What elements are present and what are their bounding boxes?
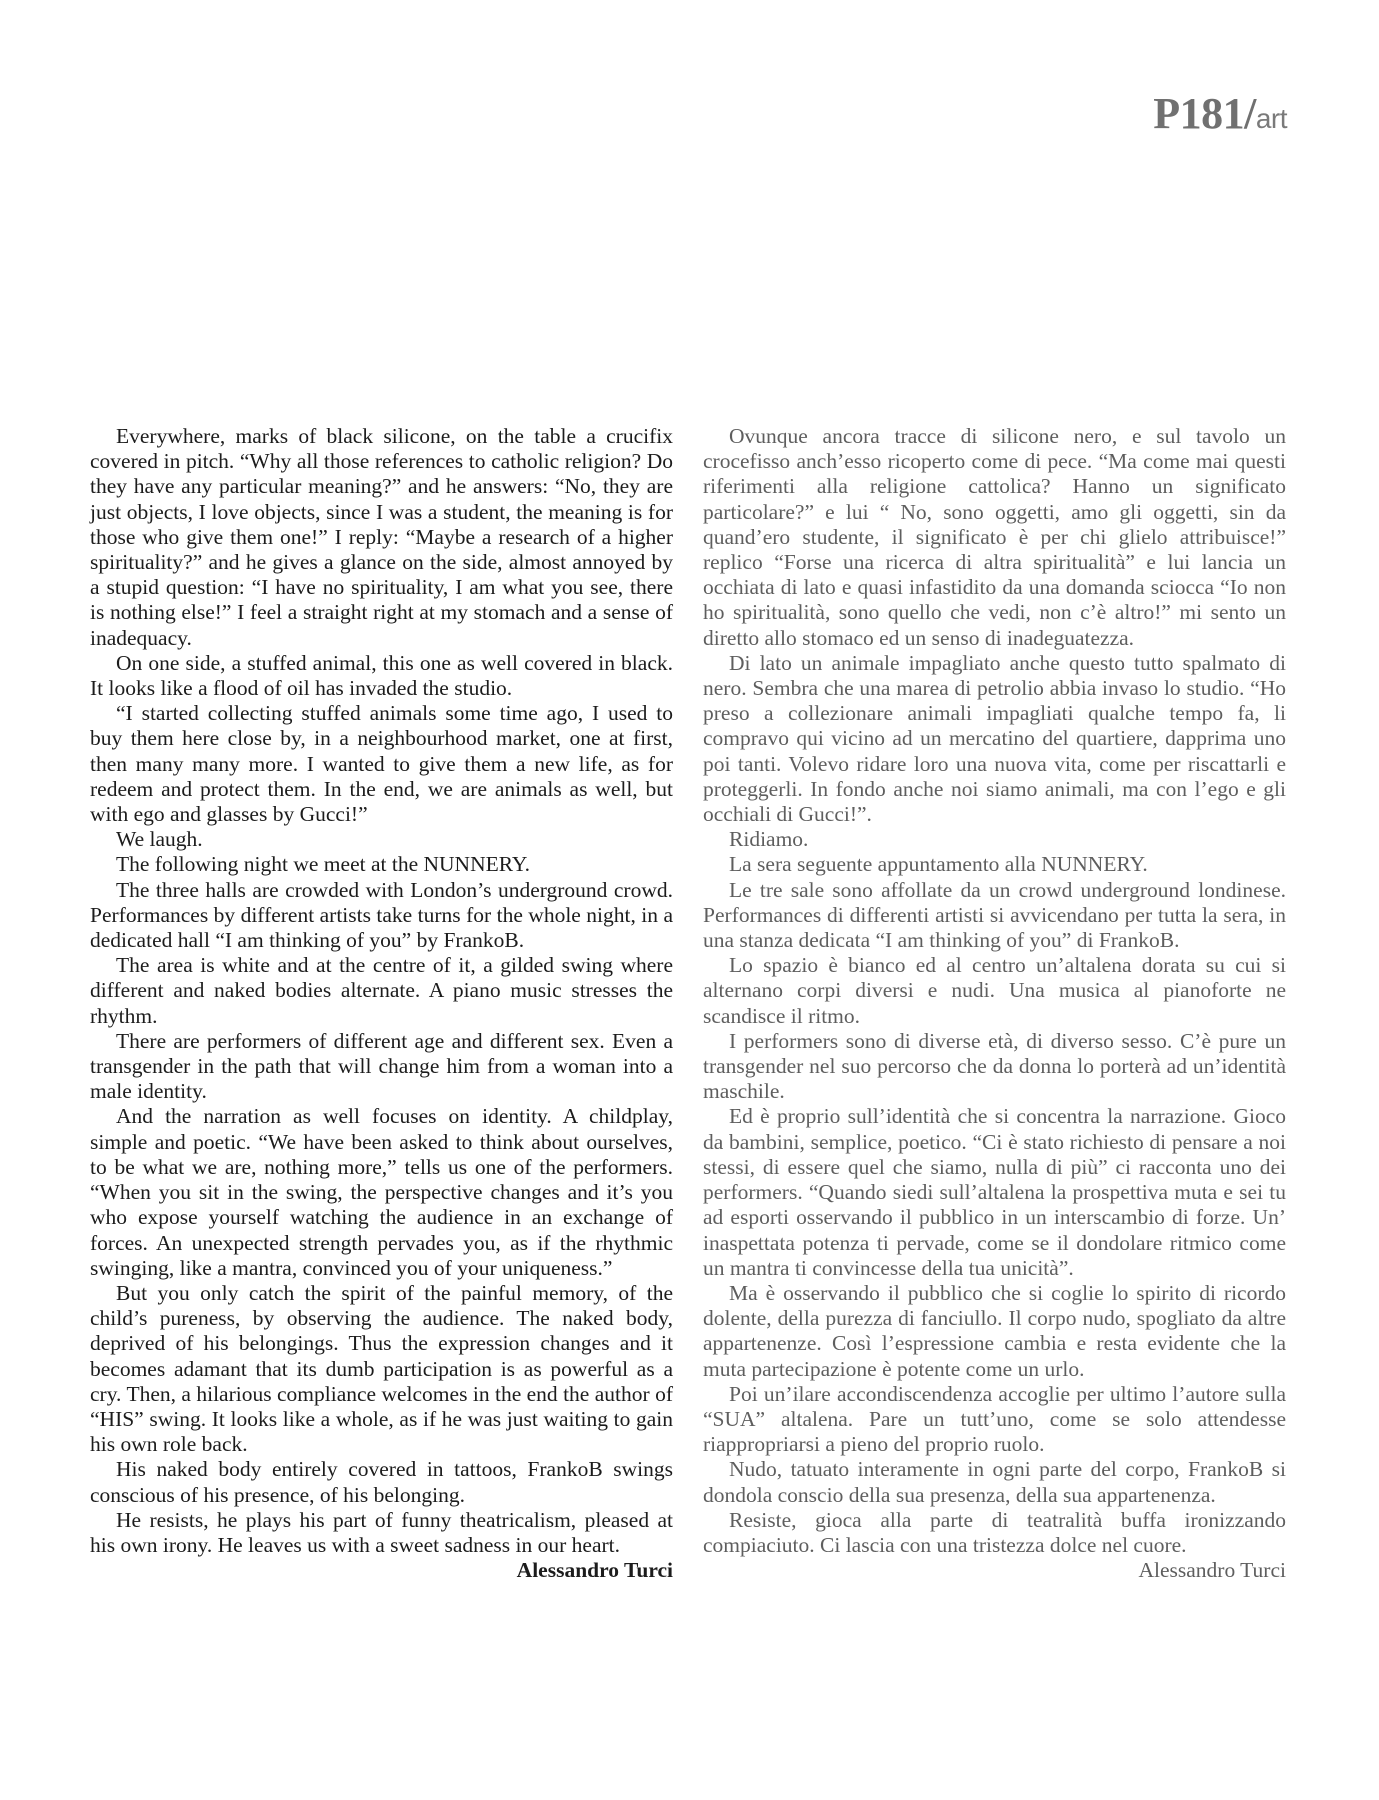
paragraph: Ma è osservando il pubblico che si coglie lo spirito di ricordo dolente, della purezza di fanciullo. Il corpo nudo, spogliato da altre appartenenze. Così l’espressione cambia e resta evidente che la muta partecipazione è potente come un urlo. xyxy=(703,1280,1286,1381)
paragraph: I performers sono di diverse età, di diverso sesso. C’è pure un transgender nel suo percorso che da donna lo porterà ad un’identità maschile. xyxy=(703,1028,1286,1104)
paragraph: He resists, he plays his part of funny theatricalism, pleased at his own irony. He leaves us with a sweet sadness in our heart. xyxy=(90,1507,673,1557)
paragraph: Ed è proprio sull’identità che si concentra la narrazione. Gioco da bambini, semplice, poetico. “Ci è stato richiesto di pensare a noi stessi, di essere quel che siamo, nulla di più” ci racconta uno dei performers. “Quando siedi sull’altalena la prospettiva muta e sei tu ad esporti osservando il pubblico in un interscambio di forze. Un’ inaspettata potenza ti pervade, come se il dondolare ritmico come un mantra ti convincesse della tua unicità”. xyxy=(703,1104,1286,1280)
italian-column xyxy=(703,424,1286,1583)
paragraph: Ridiamo. xyxy=(729,827,809,852)
page-header xyxy=(1153,88,1287,139)
paragraph: There are performers of different age and different sex. Even a transgender in the path that will change him from a woman into a male identity. xyxy=(90,1028,673,1104)
paragraph: Everywhere, marks of black silicone, on the table a crucifix covered in pitch. “Why all those references to catholic religion? Do they have any particular meaning?” and he answers: “No, they are just objects, I love objects, since I was a student, the meaning is for those who give them one!” I reply: “Maybe a research of a higher spirituality?” and he gives a glance on the side, almost annoyed by a stupid question: “I have no spirituality, I am what you see, there is nothing else!” I feel a straight right at my stomach and a sense of inadequacy. xyxy=(90,424,673,650)
paragraph: On one side, a stuffed animal, this one as well covered in black. It looks like a flood of oil has invaded the studio. xyxy=(90,650,673,701)
paragraph: The following night we meet at the NUNNERY. xyxy=(116,852,531,877)
section-label: art xyxy=(1255,103,1287,134)
paragraph: Resiste, gioca alla parte di teatralità buffa ironizzando compiaciuto. Ci lascia con una tristezza dolce nel cuore. xyxy=(703,1507,1286,1557)
paragraph: Ovunque ancora tracce di silicone nero, e sul tavolo un crocefisso anch’esso ricoperto come di pece. “Ma come mai questi riferimenti alla religione cattolica? Hanno un significato particolare?” e lui “ No, sono oggetti, amo gli oggetti, sin da quand’ero studente, il significato è per chi glielo attribuisce!” replico “Forse una ricerca di altra spiritualità” e lui lancia un occhiata di lato e quasi infastidito da una domanda sciocca “Io non ho spiritualità, sono quello che vedi, non c’è altro!” mi sento un diretto allo stomaco ed un senso di inadeguatezza. xyxy=(703,424,1286,650)
paragraph: La sera seguente appuntamento alla NUNNERY. xyxy=(729,852,1148,877)
paragraph: But you only catch the spirit of the painful memory, of the child’s pureness, by observing the audience. The naked body, deprived of his belongings. Thus the expression changes and it becomes adamant that its dumb participation is as powerful as a cry. Then, a hilarious compliance welcomes in the end the author of “HIS” swing. It looks like a whole, as if he was just waiting to gain his own role back. xyxy=(90,1280,673,1457)
paragraph: Lo spazio è bianco ed al centro un’altalena dorata su cui si alternano corpi diversi e nudi. Una musica al pianoforte ne scandisce il ritmo. xyxy=(703,953,1286,1028)
paragraph: Poi un’ilare accondiscendenza accoglie per ultimo l’autore sulla “SUA” altalena. Pare un tutt’uno, come se solo attendesse riappropriarsi a pieno del proprio ruolo. xyxy=(703,1381,1286,1457)
paragraph: Nudo, tatuato interamente in ogni parte del corpo, FrankoB si dondola conscio della sua presenza, della sua appartenenza. xyxy=(703,1457,1286,1507)
paragraph: The area is white and at the centre of it, a gilded swing where different and naked bodies alternate. A piano music stresses the rhythm. xyxy=(90,953,673,1028)
paragraph: Di lato un animale impagliato anche questo tutto spalmato di nero. Sembra che una marea di petrolio abbia invaso lo studio. “Ho preso a collezionare animali impagliati qualche tempo fa, li compravo qui vicino ad un mercatino del quartiere, dapprima uno poi tanti. Volevo ridare loro una nuova vita, come per riscattarli e proteggerli. In fondo anche noi siamo animali, ma con l’ego e gli occhiali di Gucci!”. xyxy=(703,650,1286,827)
paragraph: We laugh. xyxy=(116,827,203,852)
page-number: P181/ xyxy=(1153,89,1256,138)
paragraph: His naked body entirely covered in tattoos, FrankoB swings conscious of his presence, of his belonging. xyxy=(90,1457,673,1507)
paragraph: The three halls are crowded with London’s underground crowd. Performances by different artists take turns for the whole night, in a dedicated hall “I am thinking of you” by FrankoB. xyxy=(90,877,673,953)
author-signature: Alessandro Turci xyxy=(516,1558,673,1583)
paragraph: And the narration as well focuses on identity. A childplay, simple and poetic. “We have been asked to think about ourselves, to be what we are, nothing more,” tells us one of the performers. “When you sit in the swing, the perspective changes and it’s you who expose yourself watching the audience in an exchange of forces. An unexpected strength pervades you, as if the rhythmic swinging, like a mantra, convinced you of your uniqueness.” xyxy=(90,1104,673,1280)
english-column xyxy=(90,424,673,1583)
author-signature: Alessandro Turci xyxy=(1138,1558,1286,1583)
paragraph: Le tre sale sono affollate da un crowd underground londinese. Performances di differenti artisti si avvicendano per tutta la sera, in una stanza dedicata “I am thinking of you” di FrankoB. xyxy=(703,877,1286,953)
paragraph: “I started collecting stuffed animals some time ago, I used to buy them here close by, in a neighbourhood market, one at first, then many many more. I wanted to give them a new life, as for redeem and protect them. In the end, we are animals as well, but with ego and glasses by Gucci!” xyxy=(90,701,673,827)
